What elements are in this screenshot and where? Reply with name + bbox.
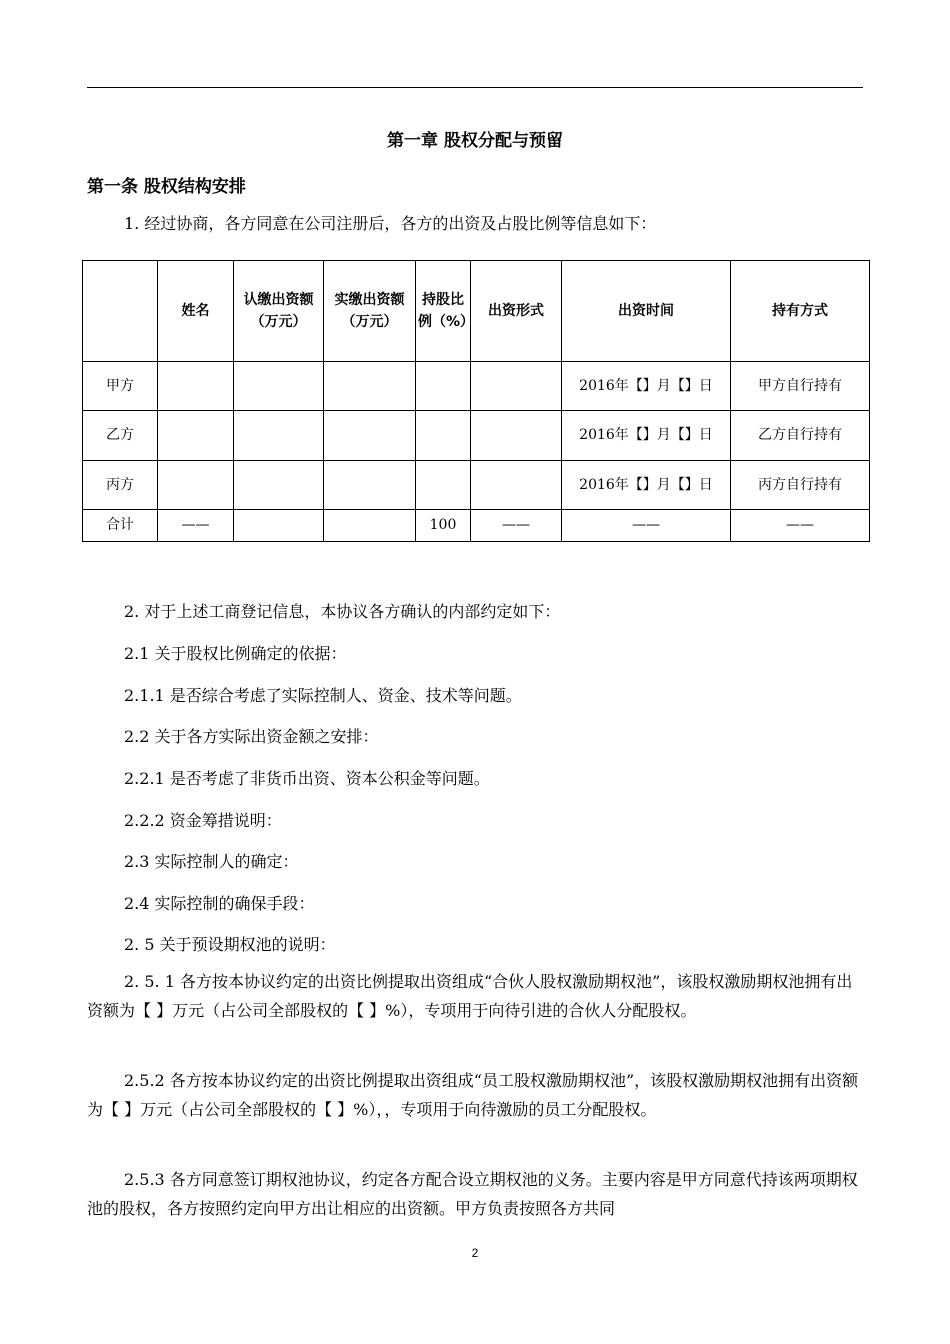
table-cell	[158, 411, 234, 461]
paragraph: 2.1 关于股权比例确定的依据：	[124, 644, 347, 663]
table-cell	[324, 362, 416, 411]
table-cell	[324, 461, 416, 510]
table-header-cell: 实缴出资额（万元）	[324, 261, 416, 362]
table-header-cell: 持股比例（%）	[416, 261, 471, 362]
table-header-cell: 姓名	[158, 261, 234, 362]
table-header-cell: 持有方式	[731, 261, 870, 362]
table-cell	[416, 461, 471, 510]
table-cell	[471, 461, 562, 510]
article-title: 第一条 股权结构安排	[87, 177, 246, 197]
table-cell: 丙方	[83, 461, 158, 510]
table-cell: ——	[731, 510, 870, 542]
table-cell: 合计	[83, 510, 158, 542]
page-number: 2	[471, 1246, 479, 1260]
header-rule	[87, 87, 863, 88]
table-header-cell: 出资时间	[562, 261, 731, 362]
table-cell: 乙方自行持有	[731, 411, 870, 461]
table-cell	[234, 461, 324, 510]
paragraph: 2.5.2 各方按本协议约定的出资比例提取出资组成“员工股权激励期权池”，该股权激励期权池拥有出资额为【 】万元（占公司全部股权的【 】%），，专项用于向待激励的员工分配股权。	[87, 1071, 859, 1119]
table-header-row	[83, 261, 870, 362]
table-row	[83, 411, 870, 461]
table-cell: 2016年【】月【】日	[562, 461, 731, 510]
table-cell	[471, 411, 562, 461]
paragraph: 2.2.2 资金筹措说明：	[124, 811, 282, 830]
intro-paragraph: 1. 经过协商，各方同意在公司注册后，各方的出资及占股比例等信息如下：	[124, 214, 657, 233]
paragraph: 2.2 关于各方实际出资金额之安排：	[124, 727, 379, 746]
paragraph: 2.4 实际控制的确保手段：	[124, 894, 315, 913]
table-cell: 甲方	[83, 362, 158, 411]
paragraph: 2.1.1 是否综合考虑了实际控制人、资金、技术等问题。	[124, 686, 522, 705]
table-cell: 丙方自行持有	[731, 461, 870, 510]
paragraph: 2. 5 关于预设期权池的说明：	[124, 935, 336, 954]
table-cell: 甲方自行持有	[731, 362, 870, 411]
table-cell: 2016年【】月【】日	[562, 362, 731, 411]
paragraph: 2.3 实际控制人的确定：	[124, 852, 299, 871]
chapter-title: 第一章 股权分配与预留	[387, 131, 563, 151]
table-cell	[234, 510, 324, 542]
table-cell	[234, 411, 324, 461]
equity-table	[82, 260, 870, 542]
table-cell: 100	[416, 510, 471, 542]
table-cell: ——	[471, 510, 562, 542]
table-cell: 2016年【】月【】日	[562, 411, 731, 461]
table-cell	[158, 461, 234, 510]
table-cell	[324, 411, 416, 461]
table-cell	[416, 411, 471, 461]
table-row	[83, 461, 870, 510]
table-header-cell	[83, 261, 158, 362]
table-header-cell: 出资形式	[471, 261, 562, 362]
table-row	[83, 362, 870, 411]
table-cell	[471, 362, 562, 411]
table-cell: ——	[158, 510, 234, 542]
paragraph: 2.2.1 是否考虑了非货币出资、资本公积金等问题。	[124, 769, 490, 788]
table-header-cell: 认缴出资额（万元）	[234, 261, 324, 362]
paragraph: 2. 5. 1 各方按本协议约定的出资比例提取出资组成“合伙人股权激励期权池”，该股权激励期权池拥有出资额为【 】万元（占公司全部股权的【 】%），专项用于向待引进的合伙人分配股权。	[87, 972, 853, 1020]
table-cell	[416, 362, 471, 411]
table-cell	[324, 510, 416, 542]
table-cell: 乙方	[83, 411, 158, 461]
paragraph: 2.5.3 各方同意签订期权池协议，约定各方配合设立期权池的义务。主要内容是甲方同意代持该两项期权池的股权，各方按照约定向甲方出让相应的出资额。甲方负责按照各方共同	[87, 1170, 858, 1218]
table-cell: ——	[562, 510, 731, 542]
table-total-row	[83, 510, 870, 542]
table-cell	[158, 362, 234, 411]
table-cell	[234, 362, 324, 411]
paragraph: 2. 对于上述工商登记信息，本协议各方确认的内部约定如下：	[124, 602, 561, 621]
